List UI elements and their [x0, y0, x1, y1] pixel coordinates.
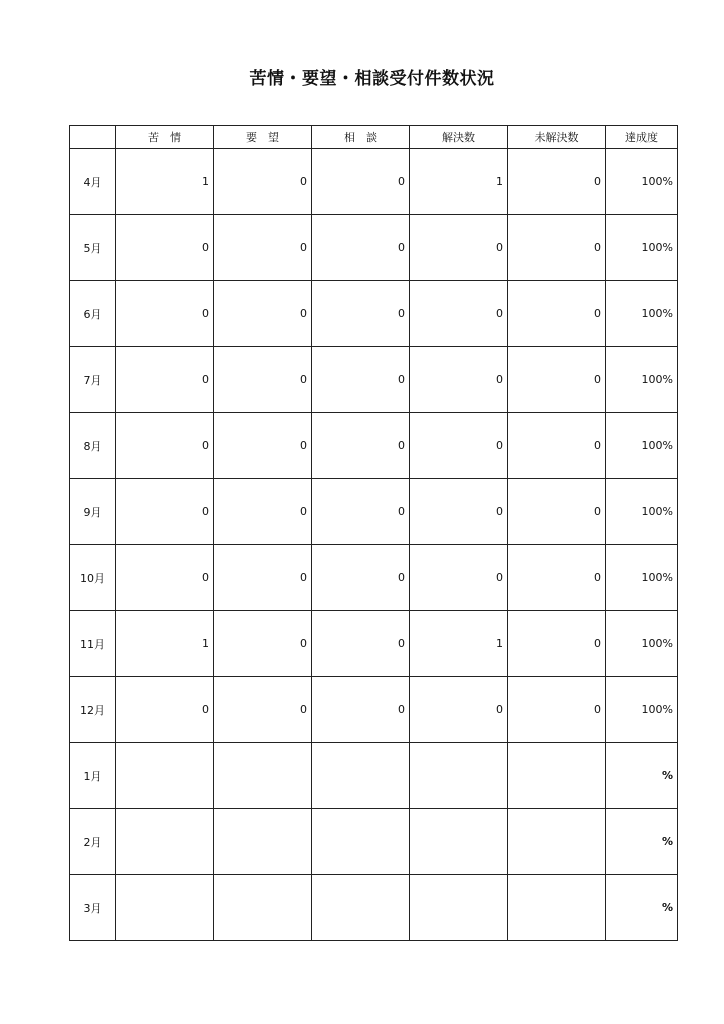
- achievement-cell: 100%: [606, 413, 678, 479]
- resolved-cell: 0: [410, 347, 508, 413]
- consultations-cell: [312, 809, 410, 875]
- requests-cell: 0: [214, 611, 312, 677]
- unresolved-cell: [508, 743, 606, 809]
- table-body: [70, 149, 678, 941]
- month-cell: 4月: [70, 149, 116, 215]
- complaints-cell: 0: [116, 677, 214, 743]
- complaints-cell: [116, 875, 214, 941]
- table-row: [70, 413, 678, 479]
- consultations-cell: 0: [312, 479, 410, 545]
- achievement-cell: 100%: [606, 479, 678, 545]
- month-cell: 10月: [70, 545, 116, 611]
- complaints-cell: 1: [116, 149, 214, 215]
- header-resolved: 解決数: [410, 126, 508, 149]
- consultations-cell: [312, 875, 410, 941]
- table-row: [70, 281, 678, 347]
- consultations-cell: 0: [312, 215, 410, 281]
- complaints-cell: 0: [116, 281, 214, 347]
- complaints-cell: 0: [116, 215, 214, 281]
- month-cell: 11月: [70, 611, 116, 677]
- table-row: [70, 875, 678, 941]
- header-requests: 要 望: [214, 126, 312, 149]
- unresolved-cell: 0: [508, 479, 606, 545]
- achievement-cell: 100%: [606, 347, 678, 413]
- unresolved-cell: 0: [508, 677, 606, 743]
- month-cell: 8月: [70, 413, 116, 479]
- month-cell: 12月: [70, 677, 116, 743]
- resolved-cell: 0: [410, 413, 508, 479]
- unresolved-cell: 0: [508, 611, 606, 677]
- achievement-cell: 100%: [606, 281, 678, 347]
- header-month: [70, 126, 116, 149]
- achievement-cell: 100%: [606, 677, 678, 743]
- month-cell: 7月: [70, 347, 116, 413]
- header-complaints: 苦 情: [116, 126, 214, 149]
- complaints-cell: 0: [116, 545, 214, 611]
- unresolved-cell: 0: [508, 149, 606, 215]
- resolved-cell: 0: [410, 281, 508, 347]
- requests-cell: 0: [214, 677, 312, 743]
- unresolved-cell: 0: [508, 545, 606, 611]
- header-achievement: 達成度: [606, 126, 678, 149]
- achievement-cell: 100%: [606, 215, 678, 281]
- achievement-cell: 100%: [606, 149, 678, 215]
- month-cell: 1月: [70, 743, 116, 809]
- table-row: [70, 743, 678, 809]
- complaints-cell: [116, 743, 214, 809]
- table-header: [70, 126, 678, 149]
- complaint-status-table: [69, 125, 678, 941]
- consultations-cell: 0: [312, 413, 410, 479]
- complaints-cell: 1: [116, 611, 214, 677]
- complaints-cell: 0: [116, 347, 214, 413]
- achievement-cell: 100%: [606, 611, 678, 677]
- achievement-cell: %: [606, 809, 678, 875]
- table-row: [70, 215, 678, 281]
- consultations-cell: 0: [312, 545, 410, 611]
- requests-cell: [214, 809, 312, 875]
- month-cell: 6月: [70, 281, 116, 347]
- table-row: [70, 611, 678, 677]
- month-cell: 3月: [70, 875, 116, 941]
- consultations-cell: 0: [312, 347, 410, 413]
- resolved-cell: 0: [410, 215, 508, 281]
- resolved-cell: [410, 875, 508, 941]
- resolved-cell: [410, 743, 508, 809]
- requests-cell: 0: [214, 215, 312, 281]
- table-row: [70, 347, 678, 413]
- achievement-cell: %: [606, 875, 678, 941]
- resolved-cell: 0: [410, 677, 508, 743]
- requests-cell: 0: [214, 413, 312, 479]
- requests-cell: 0: [214, 347, 312, 413]
- complaints-cell: 0: [116, 479, 214, 545]
- unresolved-cell: 0: [508, 413, 606, 479]
- achievement-cell: 100%: [606, 545, 678, 611]
- header-consultations: 相 談: [312, 126, 410, 149]
- month-cell: 9月: [70, 479, 116, 545]
- unresolved-cell: 0: [508, 215, 606, 281]
- requests-cell: 0: [214, 479, 312, 545]
- resolved-cell: 1: [410, 149, 508, 215]
- requests-cell: [214, 743, 312, 809]
- requests-cell: 0: [214, 149, 312, 215]
- requests-cell: [214, 875, 312, 941]
- complaints-cell: [116, 809, 214, 875]
- requests-cell: 0: [214, 281, 312, 347]
- month-cell: 5月: [70, 215, 116, 281]
- consultations-cell: [312, 743, 410, 809]
- consultations-cell: 0: [312, 149, 410, 215]
- consultations-cell: 0: [312, 611, 410, 677]
- requests-cell: 0: [214, 545, 312, 611]
- table-row: [70, 149, 678, 215]
- page-title: 苦情・要望・相談受付件数状況: [249, 69, 495, 89]
- table-row: [70, 479, 678, 545]
- achievement-cell: %: [606, 743, 678, 809]
- resolved-cell: 0: [410, 545, 508, 611]
- table-row: [70, 809, 678, 875]
- table-row: [70, 677, 678, 743]
- complaints-cell: 0: [116, 413, 214, 479]
- month-cell: 2月: [70, 809, 116, 875]
- resolved-cell: [410, 809, 508, 875]
- consultations-cell: 0: [312, 677, 410, 743]
- unresolved-cell: 0: [508, 281, 606, 347]
- resolved-cell: 0: [410, 479, 508, 545]
- header-row: [70, 126, 678, 149]
- unresolved-cell: [508, 875, 606, 941]
- consultations-cell: 0: [312, 281, 410, 347]
- resolved-cell: 1: [410, 611, 508, 677]
- table-row: [70, 545, 678, 611]
- unresolved-cell: 0: [508, 347, 606, 413]
- unresolved-cell: [508, 809, 606, 875]
- header-unresolved: 未解決数: [508, 126, 606, 149]
